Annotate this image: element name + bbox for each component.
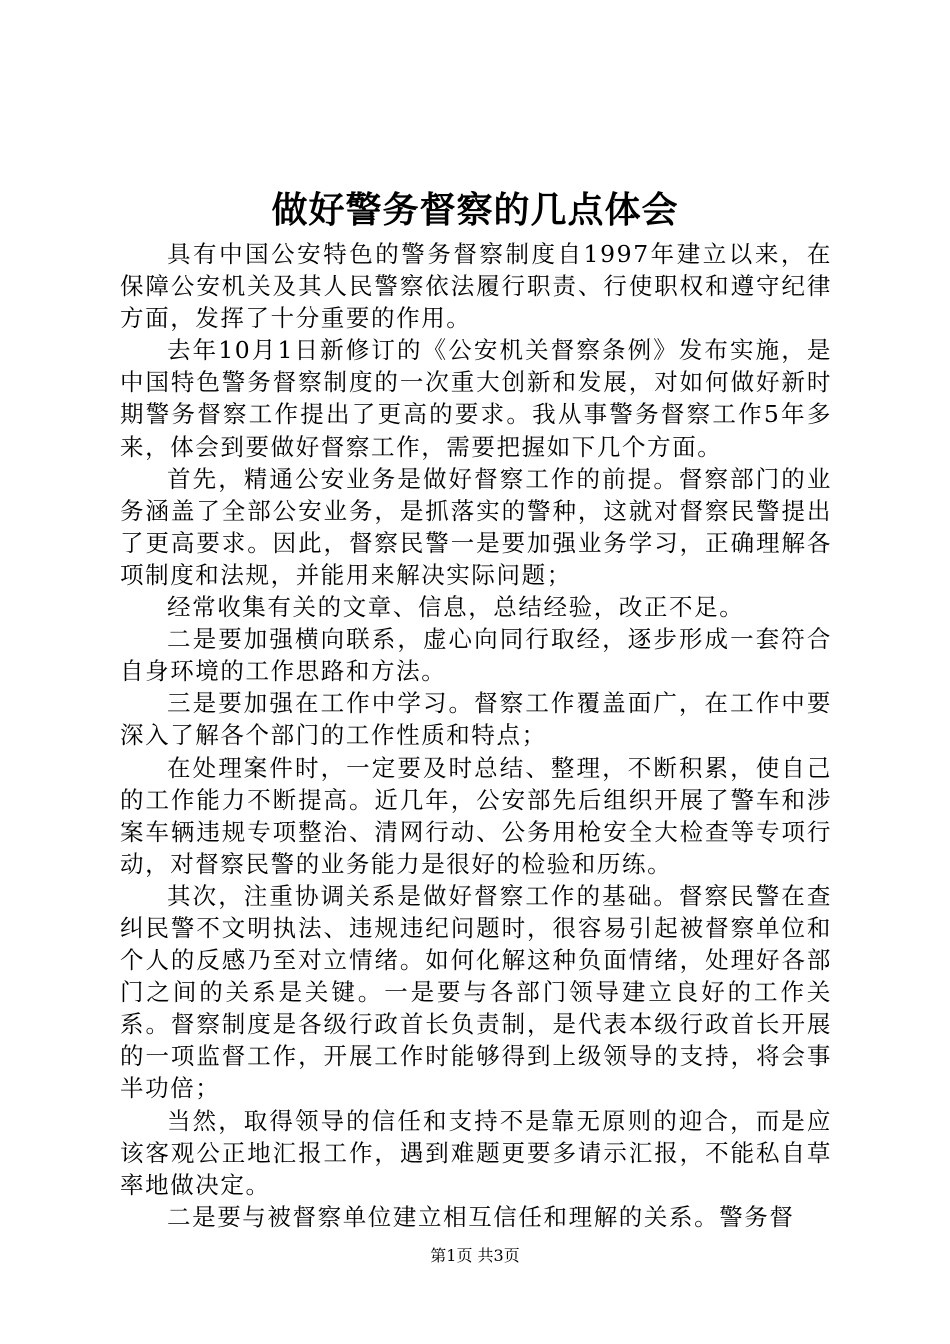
document-body — [120, 238, 832, 1233]
page-number-footer: 第1页 共3页 — [430, 1246, 520, 1265]
paragraph: 其次，注重协调关系是做好督察工作的基础。督察民警在查纠民警不文明执法、违规违纪问题时，很容易引起被督察单位和个人的反感乃至对立情绪。如何化解这种负面情绪，处理好各部门之间的关系是关键。一是要与各部门领导建立良好的工作关系。督察制度是各级行政首长负责制，是代表本级行政首长开展的一项监督工作，开展工作时能够得到上级领导的支持，将会事半功倍； — [120, 881, 832, 1103]
paragraph: 当然，取得领导的信任和支持不是靠无原则的迎合，而是应该客观公正地汇报工作，遇到难题更要多请示汇报，不能私自草率地做决定。 — [120, 1106, 832, 1199]
document-title: 做好警务督察的几点体会 — [271, 189, 679, 231]
paragraph: 二是要加强横向联系，虚心向同行取经，逐步形成一套符合自身环境的工作思路和方法。 — [120, 625, 832, 686]
paragraph: 二是要与被督察单位建立相互信任和理解的关系。警务督 — [167, 1202, 795, 1231]
paragraph: 去年10月1日新修订的《公安机关督察条例》发布实施，是中国特色警务督察制度的一次重大创新和发展，对如何做好新时期警务督察工作提出了更高的要求。我从事警务督察工作5年多来，体会到要做好督察工作，需要把握如下几个方面。 — [120, 336, 832, 461]
paragraph: 具有中国公安特色的警务督察制度自1997年建立以来，在保障公安机关及其人民警察依法履行职责、行使职权和遵守纪律方面，发挥了十分重要的作用。 — [120, 240, 832, 333]
paragraph: 在处理案件时，一定要及时总结、整理，不断积累，使自己的工作能力不断提高。近几年，公安部先后组织开展了警车和涉案车辆违规专项整治、清网行动、公务用枪安全大检查等专项行动，对督察民警的业务能力是很好的检验和历练。 — [120, 753, 832, 878]
paragraph: 经常收集有关的文章、信息，总结经验，改正不足。 — [167, 593, 745, 622]
paragraph: 三是要加强在工作中学习。督察工作覆盖面广，在工作中要深入了解各个部门的工作性质和特点； — [120, 689, 832, 750]
paragraph: 首先，精通公安业务是做好督察工作的前提。督察部门的业务涵盖了全部公安业务，是抓落实的警种，这就对督察民警提出了更高要求。因此，督察民警一是要加强业务学习，正确理解各项制度和法规，并能用来解决实际问题； — [120, 464, 832, 589]
